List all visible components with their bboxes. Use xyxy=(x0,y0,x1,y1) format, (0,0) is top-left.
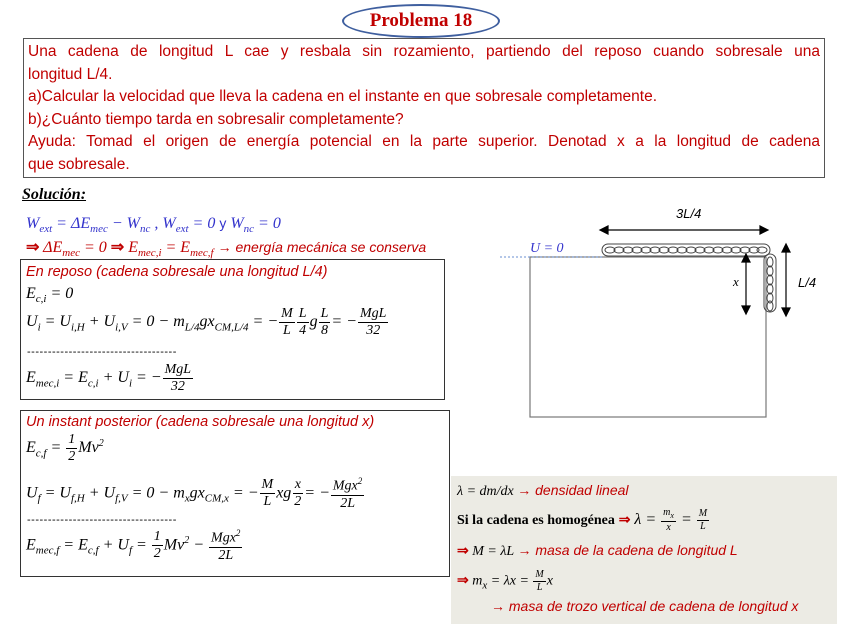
later-state-box xyxy=(20,410,450,577)
later-state-heading: Un instant posterior (cadena sobresale una longitud x) xyxy=(26,414,375,430)
homogeneous-line: Si la cadena es homogénea ⇒ λ = $\frac{m_x}{x}$ = $\frac{M}{L}$ xyxy=(457,507,708,533)
work-equation: $W_{ext} = \Delta E_{mec} - W_{nc}$ , $W_{ext} = 0$ y $W_{nc} = 0$ xyxy=(26,215,281,236)
table-block xyxy=(530,257,766,417)
three-quarter-label: 3L/4 xyxy=(676,206,702,221)
chain-diagram xyxy=(490,200,840,425)
kinetic-energy-initial: $E_{c,i} = 0$ xyxy=(26,285,74,306)
problem-hint-line-1: Ayuda: Tomad el origen de energía potencial en la parte superior. Denotad x a la longitud de cadena xyxy=(28,133,820,151)
problem-title: Problema 18 xyxy=(342,4,500,38)
total-mass-line: ⇒ M = λL → masa de la cadena de longitud L xyxy=(457,542,738,559)
later-separator: ------------------------------------ xyxy=(27,514,177,526)
density-definition: λ = dm/dx → densidad lineal xyxy=(457,482,629,499)
potential-energy-final: $U_f = U_{f,H} + U_{f,V} = 0 - m_xgx_{CM,x}$ = − $\frac{M}{L}$ xg $\frac{x}{2}$ = − $\frac{Mgx^2}{2L}$ xyxy=(26,476,363,511)
u-zero-label: U = 0 xyxy=(530,241,564,256)
energy-note: → energía mecánica se conserva xyxy=(217,239,427,255)
piece-mass-line: ⇒ $m_x = \lambda x$ = $\frac{M}{L}$ x xyxy=(457,569,553,593)
x-label: x xyxy=(733,274,739,289)
mechanical-energy-final: $E_{mec,f} = E_{c,f} + U_f$ = $\frac{1}{2}$ $Mv^2$ − $\frac{Mgx^2}{2L}$ xyxy=(26,528,241,563)
problem-statement xyxy=(23,38,825,178)
problem-line-1: Una cadena de longitud L cae y resbala sin rozamiento, partiendo del reposo cuando sobresale una xyxy=(28,43,820,60)
conservation-equation: ⇒ $\Delta E_{mec} = 0$ ⇒ $E_{mec,i} = E_{mec,f}$ → energía mecánica se conserva xyxy=(26,239,427,260)
density-note: → densidad lineal xyxy=(517,482,629,498)
mass-note: → masa de la cadena de longitud L xyxy=(517,542,738,558)
homogeneous-text: Si la cadena es homogénea xyxy=(457,513,615,529)
kinetic-energy-final: $E_{c,f}$ = $\frac{1}{2}$ Mv$^2$ xyxy=(26,432,104,464)
problem-part-a: a)Calcular la velocidad que lleva la cadena en el instante en que sobresale completamente. xyxy=(28,88,658,106)
density-info-panel xyxy=(451,476,837,624)
quarter-label: L/4 xyxy=(798,275,817,290)
horizontal-chain xyxy=(602,244,770,256)
initial-separator: ------------------------------------ xyxy=(27,346,177,358)
piece-mass-note: → masa de trozo vertical de cadena de longitud x xyxy=(491,598,799,614)
mechanical-energy-initial: $E_{mec,i} = E_{c,i} + U_i$ = − $\frac{\text{MgL}}{32}$ xyxy=(26,362,192,394)
three-quarter-length-arrow xyxy=(600,226,768,234)
initial-state-box xyxy=(20,259,445,400)
problem-part-b: b)¿Cuánto tiempo tarda en sobresalir completamente? xyxy=(28,110,404,128)
quarter-length-arrow xyxy=(782,244,790,316)
solution-label: Solución: xyxy=(22,186,87,203)
potential-energy-initial: $U_i = U_{i,H} + U_{i,V} = 0 - m_{L/4}gx_{CM,L/4}$ = − $\frac{M}{L}$ $\frac{L}{4}$ g $\frac{L}{8}$ = − $\frac{\text{MgL}}{32}$ xyxy=(26,306,387,338)
problem-hint-line-2: que sobresale. xyxy=(28,155,130,173)
initial-state-heading: En reposo (cadena sobresale una longitud L/4) xyxy=(26,264,328,280)
problem-line-2: longitud L/4. xyxy=(28,65,113,83)
